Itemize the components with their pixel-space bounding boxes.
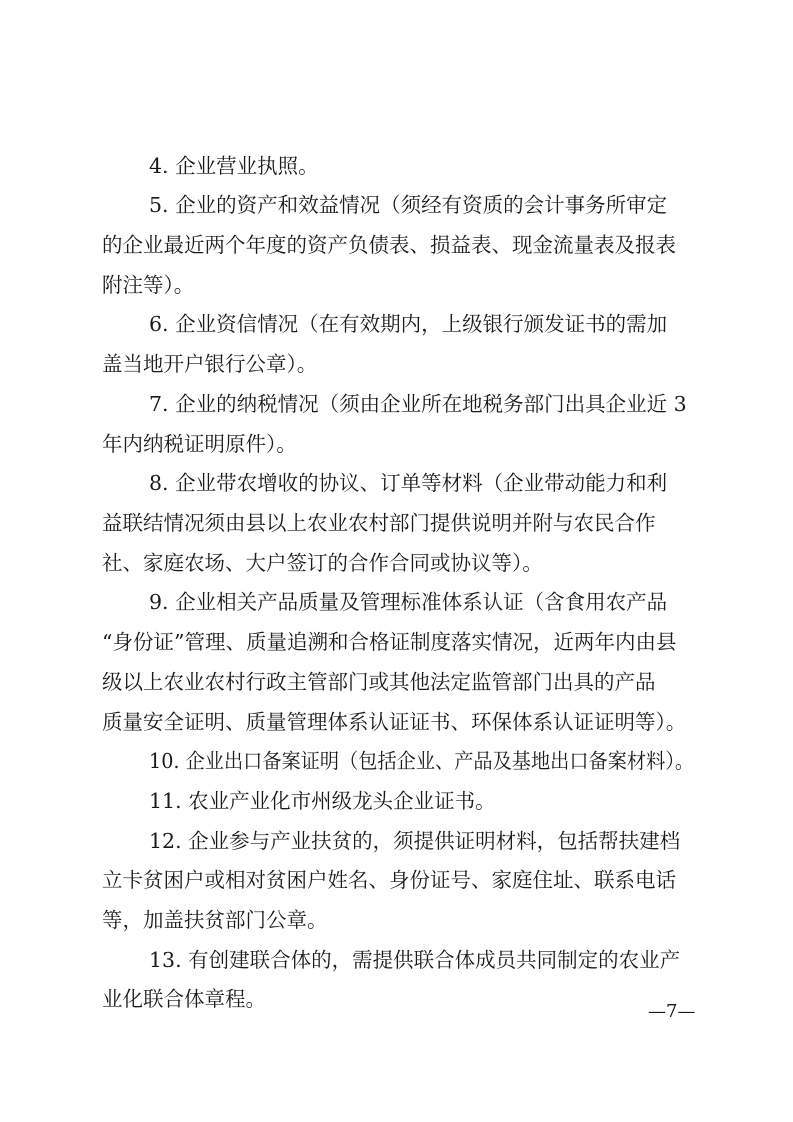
- text-line-item-5: [0, 185, 793, 225]
- text-line-item-11: [0, 781, 793, 821]
- text-line: 益联结情况须由县以上农业农村部门提供说明并附与农民合作: [102, 511, 656, 535]
- text-line: 的企业最近两个年度的资产负债表、损益表、现金流量表及报表: [102, 233, 676, 257]
- page-number: —7—: [648, 1001, 696, 1022]
- text-line: 社、家庭农场、大户签订的合作合同或协议等）。: [102, 551, 543, 575]
- text-line: 5. 企业的资产和效益情况（须经有资质的会计事务所审定: [149, 193, 668, 217]
- text-line: 11. 农业产业化市州级龙头企业证书。: [149, 789, 496, 813]
- text-line: 10. 企业出口备案证明（包括企业、产品及基地出口备案材料）。: [149, 749, 695, 773]
- text-line-item-9: [0, 582, 793, 622]
- text-line: 级以上农业农村行政主管部门或其他法定监管部门出具的产品: [102, 670, 656, 694]
- text-line: [0, 265, 793, 305]
- text-line: 8. 企业带农增收的协议、订单等材料（企业带动能力和利: [149, 471, 668, 495]
- text-line: 盖当地开户银行公章）。: [102, 352, 318, 376]
- text-line: [0, 662, 793, 702]
- text-line: 等，加盖扶贫部门公章。: [102, 908, 328, 932]
- text-line: 13. 有创建联合体的，需提供联合体成员共同制定的农业产: [149, 948, 681, 972]
- text-line-item-12: [0, 821, 793, 861]
- text-line: 立卡贫困户或相对贫困户姓名、身份证号、家庭住址、联系电话: [102, 868, 676, 892]
- text-line: 12. 企业参与产业扶贫的，须提供证明材料，包括帮扶建档: [149, 829, 681, 853]
- text-line: 4. 企业营业执照。: [149, 154, 319, 178]
- text-line: [0, 543, 793, 583]
- text-line: [0, 860, 793, 900]
- text-line-item-4: [0, 146, 793, 186]
- text-line: [0, 702, 793, 742]
- text-line: “身份证”管理、质量追溯和合格证制度落实情况，近两年内由县: [102, 630, 677, 654]
- text-line-item-8: [0, 463, 793, 503]
- text-line: [0, 900, 793, 940]
- text-line: [0, 622, 793, 662]
- text-line-item-13: [0, 940, 793, 980]
- text-line: 9. 企业相关产品质量及管理标准体系认证（含食用农产品: [149, 590, 668, 614]
- text-line: 业化联合体章程。: [102, 987, 266, 1011]
- text-line: [0, 503, 793, 543]
- text-line: [0, 424, 793, 464]
- text-line: 7. 企业的纳税情况（须由企业所在地税务部门出具企业近 3: [149, 392, 687, 416]
- text-line: 附注等）。: [102, 273, 195, 297]
- text-line-item-10: [0, 741, 793, 781]
- text-line-item-7: [0, 384, 793, 424]
- text-line: [0, 225, 793, 265]
- text-line-item-6: [0, 304, 793, 344]
- text-line: 6. 企业资信情况（在有效期内，上级银行颁发证书的需加: [149, 312, 668, 336]
- text-line: 年内纳税证明原件）。: [102, 432, 297, 456]
- text-line: [0, 344, 793, 384]
- text-line: 质量安全证明、质量管理体系认证证书、环保体系认证证明等）。: [102, 710, 687, 734]
